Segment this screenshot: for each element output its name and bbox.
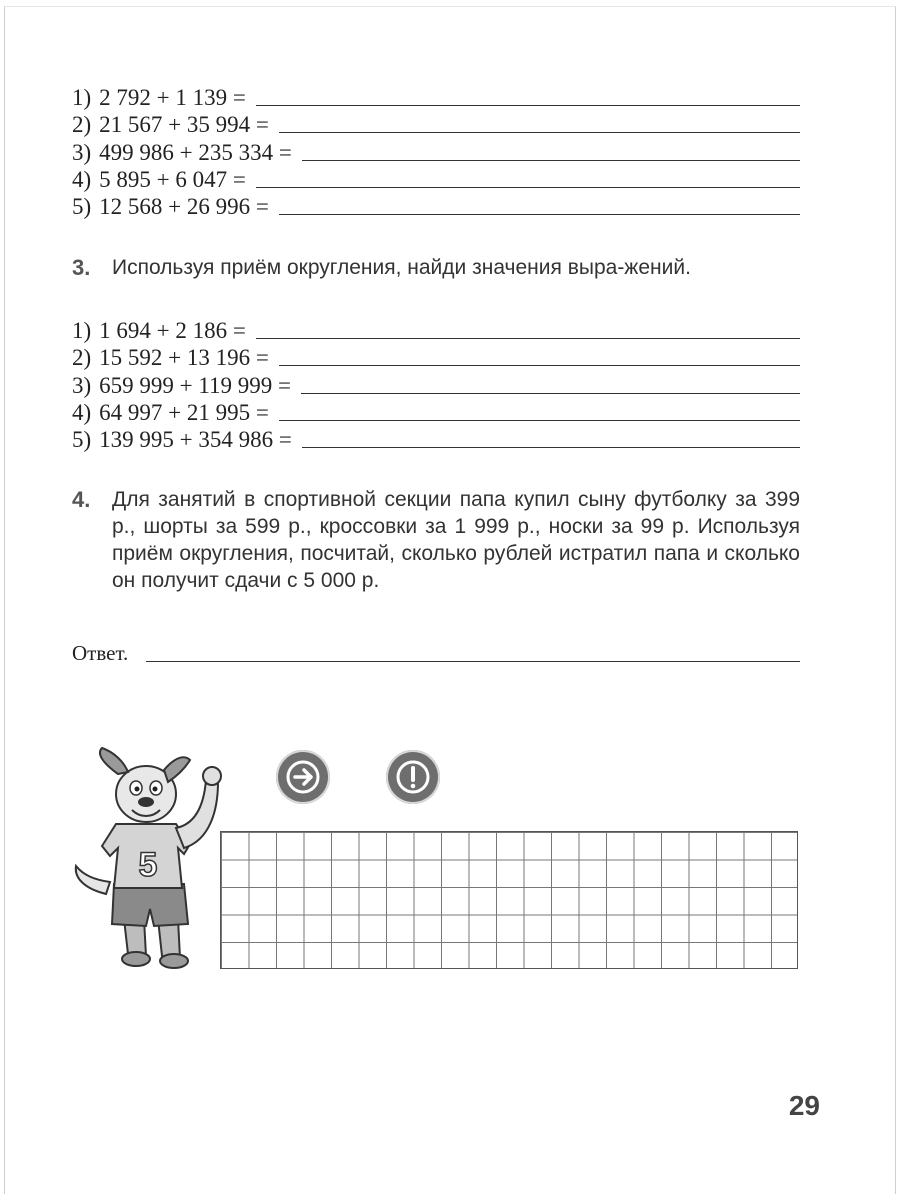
task-4-heading xyxy=(72,486,800,594)
answer-blank[interactable] xyxy=(279,364,800,366)
item-expression: 64 997 + 21 995 = xyxy=(99,400,269,425)
answer-blank[interactable] xyxy=(302,159,800,161)
task-3-heading xyxy=(72,254,800,281)
task-number: 4. xyxy=(72,487,91,512)
answer-blank[interactable] xyxy=(279,131,800,133)
item-expression: 659 999 + 119 999 = xyxy=(99,373,292,398)
page-number: 29 xyxy=(788,1090,820,1121)
answer-blank[interactable] xyxy=(301,392,800,394)
answer-row xyxy=(72,640,800,666)
answer-blank[interactable] xyxy=(302,446,800,448)
task-3-item-3 xyxy=(72,373,800,399)
answer-label: Ответ. xyxy=(72,641,129,665)
task-3-item-2 xyxy=(72,345,800,371)
task-text: Используя приём округления, найди значения выра-жений. xyxy=(112,256,691,279)
item-number: 3) xyxy=(72,373,92,398)
answer-blank[interactable] xyxy=(279,419,800,421)
task-3-item-1 xyxy=(72,318,800,344)
answer-blank[interactable] xyxy=(256,186,800,188)
dog-mascot-illustration xyxy=(66,744,226,979)
item-number: 2) xyxy=(72,112,92,137)
item-expression: 21 567 + 35 994 = xyxy=(99,112,269,137)
item-number: 1) xyxy=(72,318,92,343)
item-number: 4) xyxy=(72,400,92,425)
task-3-item-5 xyxy=(72,427,800,453)
exclamation-circle-icon xyxy=(386,750,440,804)
item-expression: 499 986 + 235 334 = xyxy=(99,140,292,165)
answer-grid[interactable] xyxy=(220,831,798,969)
task-3-item-4 xyxy=(72,400,800,426)
item-number: 4) xyxy=(72,167,92,192)
item-expression: 15 592 + 13 196 = xyxy=(99,345,269,370)
item-expression: 1 694 + 2 186 = xyxy=(99,318,246,343)
item-expression: 139 995 + 354 986 = xyxy=(99,427,292,452)
exercise-1-item-5 xyxy=(72,194,800,220)
item-expression: 2 792 + 1 139 = xyxy=(99,85,246,110)
exercise-1-item-2 xyxy=(72,112,800,138)
task-number: 3. xyxy=(72,255,91,280)
answer-blank[interactable] xyxy=(256,104,800,106)
task-text: Для занятий в спортивной секции папа купил сыну футболку за 399 р., шорты за 599 р., кроссовки за 1 999 р., носки за 99 р. Используя приём округления, посчитай, сколько рублей истратил папа и сколько он получит сдачи с 5 000 р. xyxy=(112,488,800,592)
item-number: 5) xyxy=(72,427,92,452)
answer-blank[interactable] xyxy=(146,661,800,662)
item-expression: 12 568 + 26 996 = xyxy=(99,194,269,219)
arrow-right-circle-icon xyxy=(276,750,330,804)
item-number: 3) xyxy=(72,140,92,165)
answer-blank[interactable] xyxy=(279,213,800,215)
item-expression: 5 895 + 6 047 = xyxy=(99,167,246,192)
item-number: 2) xyxy=(72,345,92,370)
shirt-number: 5 xyxy=(138,846,158,884)
exercise-1-item-3 xyxy=(72,140,800,166)
exercise-1-item-1 xyxy=(72,85,800,111)
item-number: 5) xyxy=(72,194,92,219)
exercise-1-item-4 xyxy=(72,167,800,193)
item-number: 1) xyxy=(72,85,92,110)
answer-blank[interactable] xyxy=(256,337,800,339)
